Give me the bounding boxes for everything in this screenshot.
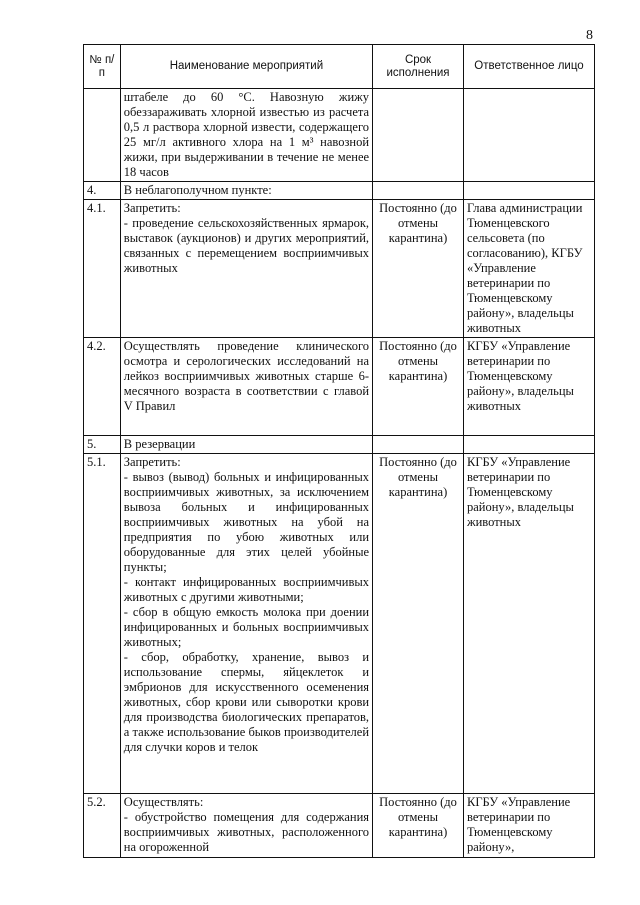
- header-responsible: Ответственное лицо: [463, 45, 594, 89]
- row-text: Запретить: - проведение сельскохозяйственных ярмарок, выставок (аукционов) и других мероприятий, связанных с перемещением восприимчивых животных: [120, 200, 372, 338]
- row-term: Постоянно (до отмены карантина): [373, 200, 464, 338]
- section-row: [84, 182, 595, 200]
- row-responsible: КГБУ «Управление ветеринарии по Тюменцевскому району», владельцы животных: [463, 338, 594, 436]
- row-num: 5.1.: [84, 454, 121, 794]
- header-term: Срок исполнения: [373, 45, 464, 89]
- row-num: 4.2.: [84, 338, 121, 436]
- row-text: Осуществлять: - обустройство помещения для содержания восприимчивых животных, расположенного на огороженной: [120, 794, 372, 858]
- table-row: [84, 200, 595, 338]
- header-num: № п/п: [84, 45, 121, 89]
- row-responsible: Глава администрации Тюменцевского сельсовета (по согласованию), КГБУ «Управление ветеринарии по Тюменцевскому району», владельцы животных: [463, 200, 594, 338]
- empty-cell: [463, 436, 594, 454]
- row-term: Постоянно (до отмены карантина): [373, 338, 464, 436]
- measures-table: [83, 44, 595, 858]
- empty-cell: [373, 436, 464, 454]
- empty-cell: [463, 182, 594, 200]
- section-row: [84, 436, 595, 454]
- row-responsible: [463, 89, 594, 182]
- row-term: [373, 89, 464, 182]
- row-text: В резервации: [120, 436, 372, 454]
- row-num: 5.2.: [84, 794, 121, 858]
- table-row: [84, 794, 595, 858]
- row-text: Запретить: - вывоз (вывод) больных и инфицированных восприимчивых животных, за исключением вывоза больных и инфицированных восприимчивых животных на убой на предприятия по убою животных или оборудованные для этих целей убойные пункты; - контакт инфицированных восприимчивых животных с другими животными; - сбор в общую емкость молока при доении инфицированных и больных восприимчивых животных; - сбор, обработку, хранение, вывоз и использование спермы, яйцеклеток и эмбрионов для искусственного осеменения животных, сбор крови или сыворотки крови для производства биологических препаратов, а также использование быков производителей для случки коров и телок: [120, 454, 372, 794]
- row-num: [84, 89, 121, 182]
- row-term: Постоянно (до отмены карантина): [373, 794, 464, 858]
- table-header-row: [84, 45, 595, 89]
- row-term: Постоянно (до отмены карантина): [373, 454, 464, 794]
- table-row: [84, 89, 595, 182]
- row-text: В неблагополучном пункте:: [120, 182, 372, 200]
- page-number: 8: [586, 28, 593, 43]
- header-name: Наименование мероприятий: [120, 45, 372, 89]
- row-num: 5.: [84, 436, 121, 454]
- row-num: 4.1.: [84, 200, 121, 338]
- row-text: Осуществлять проведение клинического осмотра и серологических исследований на лейкоз восприимчивых животных старше 6-месячного возраста в соответствии с главой V Правил: [120, 338, 372, 436]
- row-text: штабеле до 60 °С. Навозную жижу обеззараживать хлорной известью из расчета 0,5 л раствора хлорной извести, содержащего 25 мг/л активного хлора на 1 м³ навозной жижи, при выдерживании в течение не менее 18 часов: [120, 89, 372, 182]
- row-responsible: КГБУ «Управление ветеринарии по Тюменцевскому району»,: [463, 794, 594, 858]
- row-responsible: КГБУ «Управление ветеринарии по Тюменцевскому району», владельцы животных: [463, 454, 594, 794]
- empty-cell: [373, 182, 464, 200]
- table-row: [84, 338, 595, 436]
- row-num: 4.: [84, 182, 121, 200]
- table-row: [84, 454, 595, 794]
